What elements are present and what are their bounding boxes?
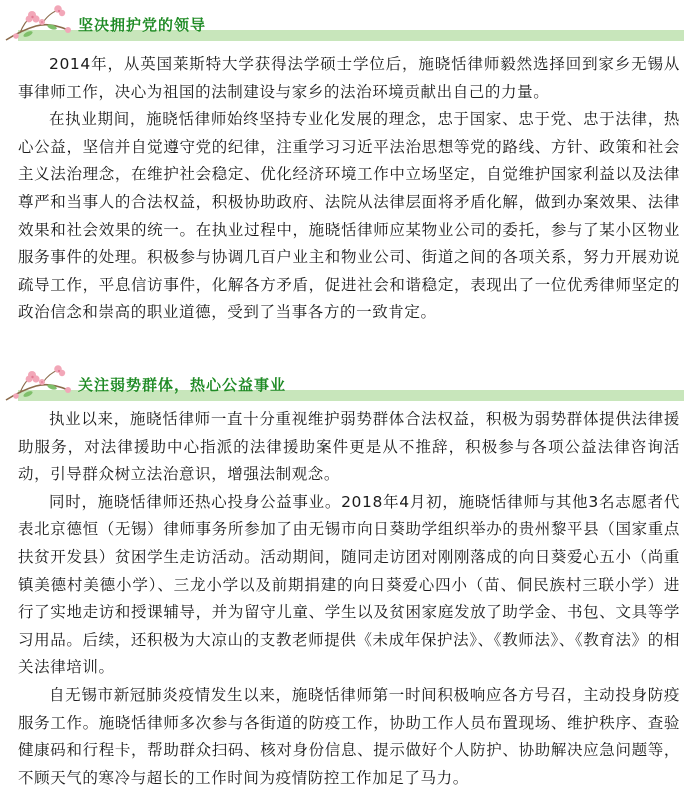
section-public-welfare xyxy=(0,360,692,792)
section-body xyxy=(0,406,692,792)
section-heading xyxy=(0,0,692,44)
blossom-branch-icon xyxy=(2,360,82,404)
section-party-leadership xyxy=(0,0,692,327)
paragraph: 2014年，从英国莱斯特大学获得法学硕士学位后，施晓恬律师毅然选择回到家乡无锡从事律师工作，决心为祖国的法制建设与家乡的法治环境贡献出自己的力量。 xyxy=(18,55,680,101)
section-heading xyxy=(0,360,692,404)
section-title: 关注弱势群体，热心公益事业 xyxy=(78,376,287,394)
paragraph: 执业以来，施晓恬律师一直十分重视维护弱势群体合法权益，积极为弱势群体提供法律援助服务，对法律援助中心指派的法律援助案件更是从不推辞，积极参与各项公益法律咨询活动，引导群众树立法治意识，增强法制观念。 xyxy=(18,410,680,484)
paragraph: 在执业期间，施晓恬律师始终坚持专业化发展的理念，忠于国家、忠于党、忠于法律，热心公益，坚信并自觉遵守党的纪律，注重学习习近平法治思想等党的路线、方针、政策和社会主义法治理念，在维护社会稳定、优化经济环境工作中立场坚定，自觉维护国家利益以及法律尊严和当事人的合法权益，积极协助政府、法院从法律层面将矛盾化解，做到办案效果、法律效果和社会效果的统一。在执业过程中，施晓恬律师应某物业公司的委托，参与了某小区物业服务事件的处理。积极参与协调几百户业主和物业公司、街道之间的各项关系，努力开展劝说疏导工作，平息信访事件，化解各方矛盾，促进社会和谐稳定，表现出了一位优秀律师坚定的政治信念和崇高的职业道德，受到了当事各方的一致肯定。 xyxy=(18,110,680,322)
paragraph: 同时，施晓恬律师还热心投身公益事业。2018年4月初，施晓恬律师与其他3名志愿者代表北京德恒（无锡）律师事务所参加了由无锡市向日葵助学组织举办的贵州黎平县（国家重点扶贫开发县）贫困学生走访活动。活动期间，随同走访团对刚刚落成的向日葵爱心五小（尚重镇美德村美德小学）、三龙小学以及前期捐建的向日葵爱心四小（苗、侗民族村三联小学）进行了实地走访和授课辅导，并为留守儿童、学生以及贫困家庭发放了助学金、书包、文具等学习用品。后续，还积极为大凉山的支教老师提供《未成年保护法》、《教师法》、《教育法》的相关法律培训。 xyxy=(18,492,680,677)
blossom-branch-icon xyxy=(2,0,82,44)
section-title: 坚决拥护党的领导 xyxy=(78,16,207,34)
paragraph: 自无锡市新冠肺炎疫情发生以来，施晓恬律师第一时间积极响应各方号召，主动投身防疫服务工作。施晓恬律师多次参与各街道的防疫工作，协助工作人员布置现场、维护秩序、查验健康码和行程卡，帮助群众扫码、核对身份信息、提示做好个人防护、协助解决应急问题等，不顾天气的寒冷与超长的工作时间为疫情防控工作加足了马力。 xyxy=(18,685,680,787)
section-body xyxy=(0,51,692,327)
